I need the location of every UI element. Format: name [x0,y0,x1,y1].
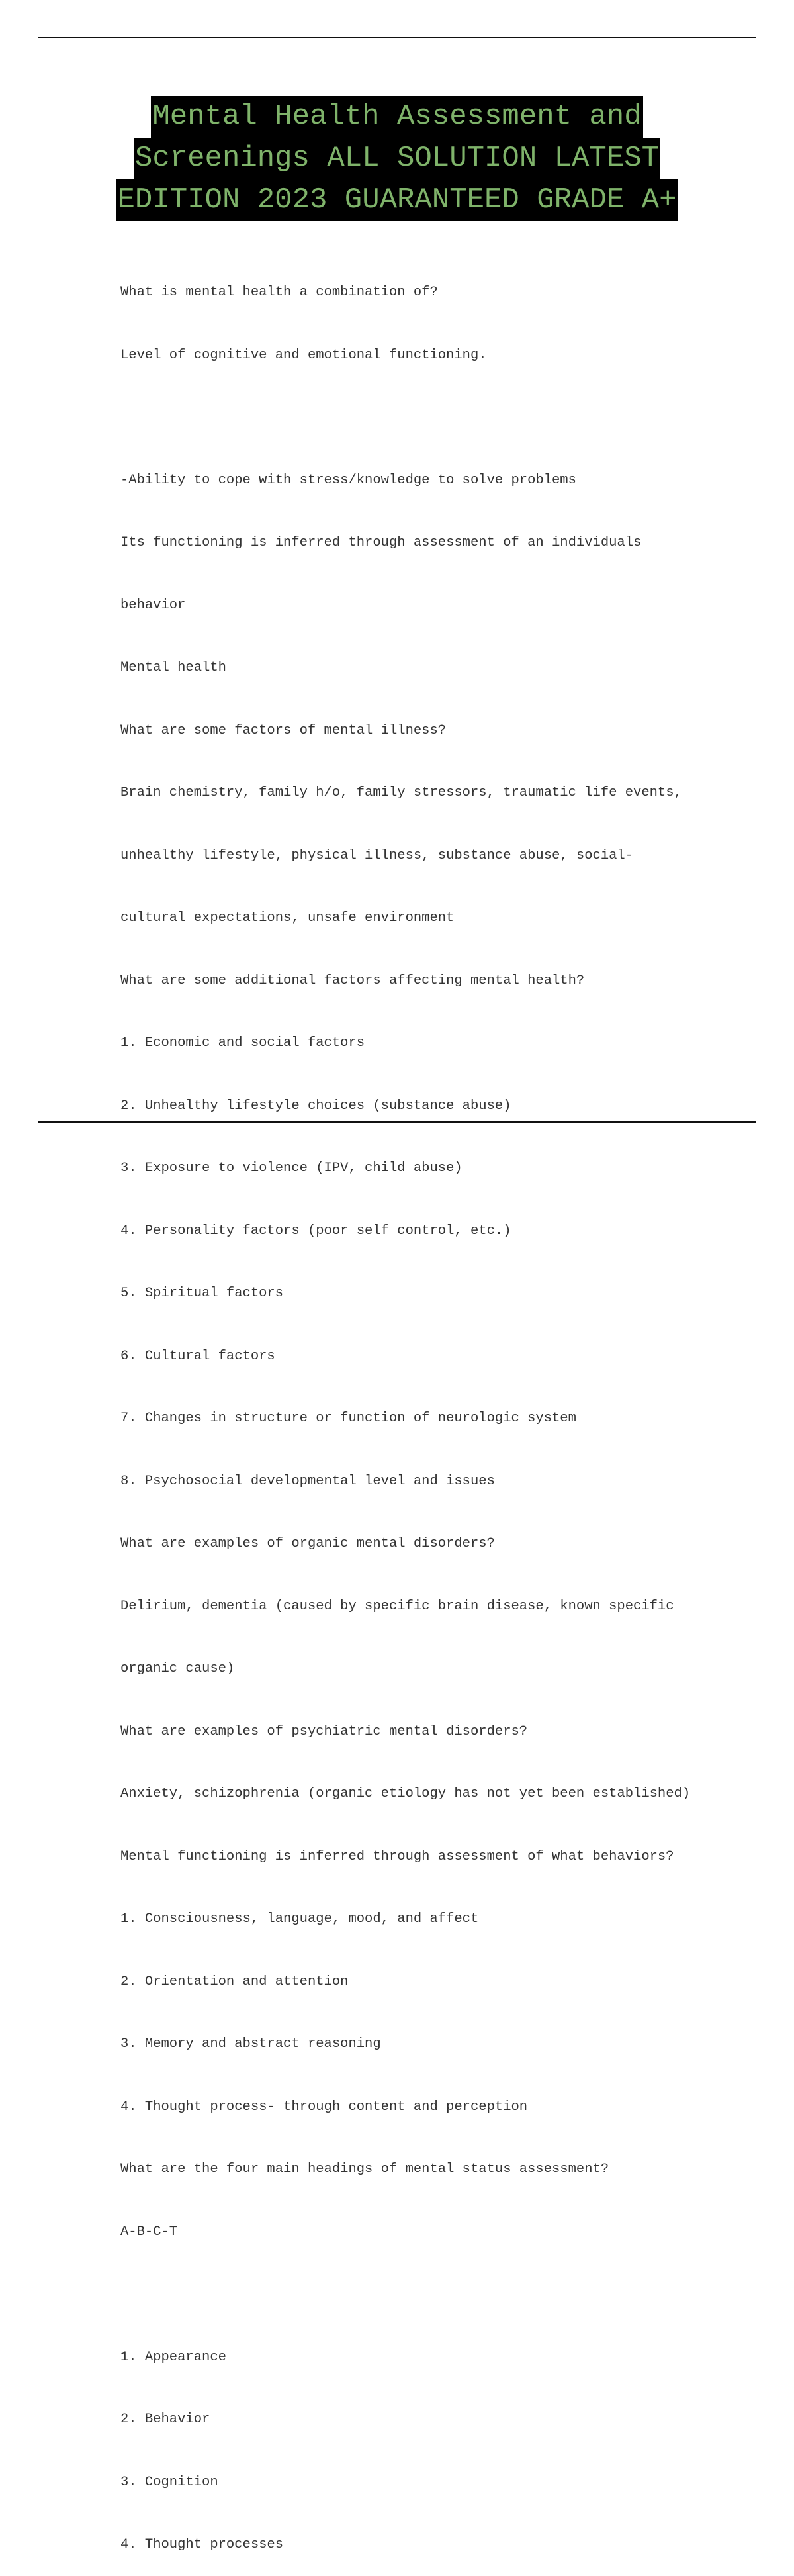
text-line: 1. Appearance [120,2349,226,2365]
text-line: What are some factors of mental illness? [120,722,447,738]
text-line: 3. Cognition [120,2474,218,2490]
text-line: behavior [120,597,186,613]
text-line [120,2284,703,2305]
text-line: What are examples of psychiatric mental disorders? [120,1723,528,1739]
text-line: What is mental health a combination of? [120,285,438,300]
text-line: What are the four main headings of mental status assessment? [120,2162,609,2177]
document-body [120,240,703,2576]
title-line-3: EDITION 2023 GUARANTEED GRADE A+ [116,179,678,221]
text-line: organic cause) [120,1661,235,1676]
text-line: What are some additional factors affecting mental health? [120,973,585,988]
text-line: Brain chemistry, family h/o, family stressors, traumatic life events, [120,785,682,800]
text-line: 1. Consciousness, language, mood, and affect [120,1911,479,1927]
text-line: Mental health [120,660,226,675]
text-line: 2. Behavior [120,2412,210,2427]
bottom-rule [38,1121,756,1123]
text-line: 4. Personality factors (poor self control, etc.) [120,1223,511,1239]
top-rule [38,37,756,38]
text-line: 2. Orientation and attention [120,1974,349,1989]
text-line: 2. Unhealthy lifestyle choices (substance abuse) [120,1098,511,1114]
title-line-2: Screenings ALL SOLUTION LATEST [134,138,660,179]
text-line: 4. Thought processes [120,2537,284,2552]
text-line: 5. Spiritual factors [120,1286,284,1301]
text-line: -Ability to cope with stress/knowledge to solve problems [120,472,576,488]
text-line: Anxiety, schizophrenia (organic etiology has not yet been established) [120,1786,691,1801]
text-line: 1. Economic and social factors [120,1035,365,1051]
text-line [120,407,703,428]
text-line: 3. Memory and abstract reasoning [120,2036,381,2052]
text-line: Mental functioning is inferred through assessment of what behaviors? [120,1848,674,1864]
text-line: Level of cognitive and emotional functioning. [120,347,487,363]
text-line: unhealthy lifestyle, physical illness, substance abuse, social- [120,847,634,863]
text-line: Delirium, dementia (caused by specific brain disease, known specific [120,1598,674,1614]
document-title [0,96,794,221]
text-line: 4. Thought process- through content and perception [120,2099,528,2115]
text-line: 3. Exposure to violence (IPV, child abuse) [120,1161,463,1176]
text-line: A-B-C-T [120,2224,178,2240]
text-line: 6. Cultural factors [120,1348,275,1364]
text-line: What are examples of organic mental disorders? [120,1536,495,1551]
text-line: 8. Psychosocial developmental level and issues [120,1473,495,1489]
title-line-1: Mental Health Assessment and [151,96,642,138]
text-line: 7. Changes in structure or function of neurologic system [120,1411,576,1426]
text-line: Its functioning is inferred through assessment of an individuals [120,535,642,550]
text-line: cultural expectations, unsafe environment [120,910,455,926]
